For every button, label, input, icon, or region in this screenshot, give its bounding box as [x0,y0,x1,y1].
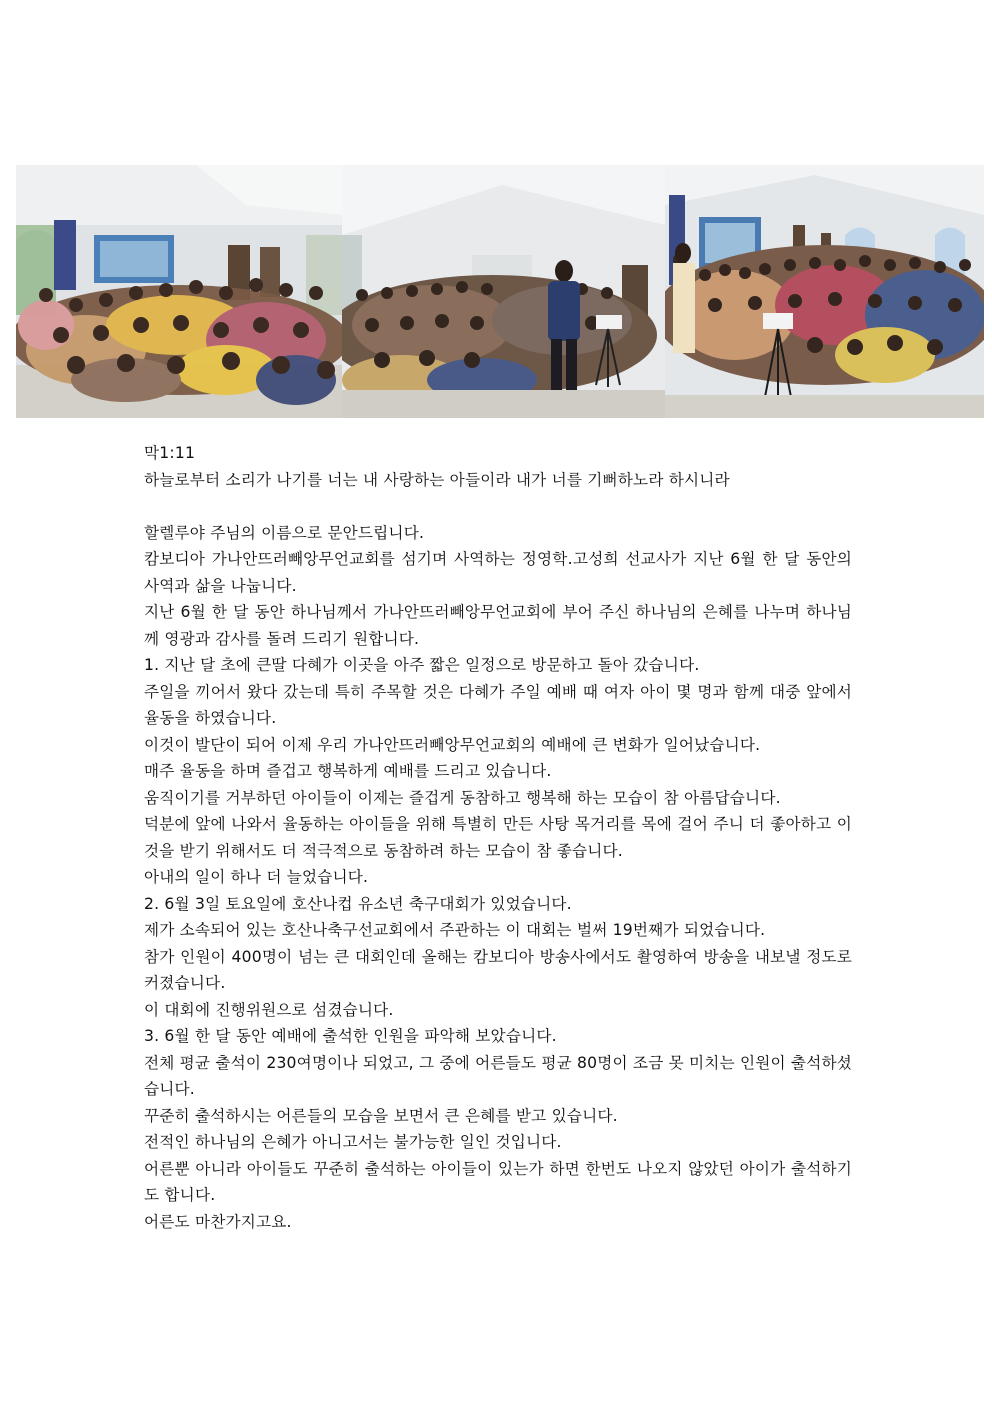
paragraph: 1. 지난 달 초에 큰딸 다혜가 이곳을 아주 짧은 일정으로 방문하고 돌아 갔습니다. [144,656,700,674]
paragraph: 3. 6월 한 달 동안 예배에 출석한 인원을 파악해 보았습니다. [144,1027,557,1045]
paragraph: 2. 6월 3일 토요일에 호산나컵 유소년 축구대회가 있었습니다. [144,894,572,913]
photo-strip [16,165,984,418]
paragraph: 전체 평균 출석이 230여명이나 되었고, 그 중에 어른들도 평균 80명이 조금 못 미치는 인원이 출석하셨습니다. [144,1053,852,1098]
verse-reference: 막1:11 [144,444,196,462]
paragraph: 움직이기를 거부하던 아이들이 이제는 즐겁게 동참하고 행복해 하는 모습이 참 아름답습니다. [144,788,781,807]
paragraph: 이 대회에 진행위원으로 섬겼습니다. [144,1000,394,1019]
paragraph: 할렐루야 주님의 이름으로 문안드립니다. [144,523,425,542]
spacer [144,493,852,520]
paragraph: 제가 소속되어 있는 호산나축구선교회에서 주관하는 이 대회는 벌써 19번째가 되었습니다. [144,921,766,939]
paragraph: 어른도 마찬가지고요. [144,1212,292,1231]
photo-children-seated-hall [16,165,342,418]
paragraph: 이것이 발단이 되어 이제 우리 가나안뜨러빼앙무언교회의 예배에 큰 변화가 일어났습니다. [144,735,761,754]
paragraph: 캄보디아 가나안뜨러빼앙무언교회를 섬기며 사역하는 정영학․고성희 선교사가 지난 6월 한 달 동안의 사역과 삶을 나눕니다. [144,550,852,595]
verse-text: 하늘로부터 소리가 나기를 너는 내 사랑하는 아들이라 내가 너를 기뻐하노라 하시니라 [144,470,730,489]
paragraph: 아내의 일이 하나 더 늘었습니다. [144,868,369,886]
paragraph: 덕분에 앞에 나와서 율동하는 아이들을 위해 특별히 만든 사탕 목거리를 목에 걸어 주니 더 좋아하고 이것을 받기 위해서도 더 적극적으로 동참하려 하는 모습이 참 좋습니다. [144,815,852,860]
paragraph: 전적인 하나님의 은혜가 아니고서는 불가능한 일인 것입니다. [144,1133,562,1151]
photo-speaker-front-of-congregation [342,165,665,418]
paragraph: 참가 인원이 400명이 넘는 큰 대회인데 올해는 캄보디아 방송사에서도 촬영하여 방송을 내보낼 정도로 커졌습니다. [144,947,852,992]
photo-congregation-standing [665,165,984,418]
paragraph: 지난 6월 한 달 동안 하나님께서 가나안뜨러빼앙무언교회에 부어 주신 하나님의 은혜를 나누며 하나님께 영광과 감사를 돌려 드리기 원합니다. [144,603,852,648]
paragraph: 매주 율동을 하며 즐겁고 행복하게 예배를 드리고 있습니다. [144,762,552,780]
paragraph: 꾸준히 출석하시는 어른들의 모습을 보면서 큰 은혜를 받고 있습니다. [144,1106,618,1125]
paragraph: 주일을 끼어서 왔다 갔는데 특히 주목할 것은 다혜가 주일 예배 때 여자 아이 몇 명과 함께 대중 앞에서 율동을 하였습니다. [144,682,852,727]
paragraph: 어른뿐 아니라 아이들도 꾸준히 출석하는 아이들이 있는가 하면 한번도 나오지 않았던 아이가 출석하기도 합니다. [144,1159,852,1204]
letter-body [144,440,852,1235]
